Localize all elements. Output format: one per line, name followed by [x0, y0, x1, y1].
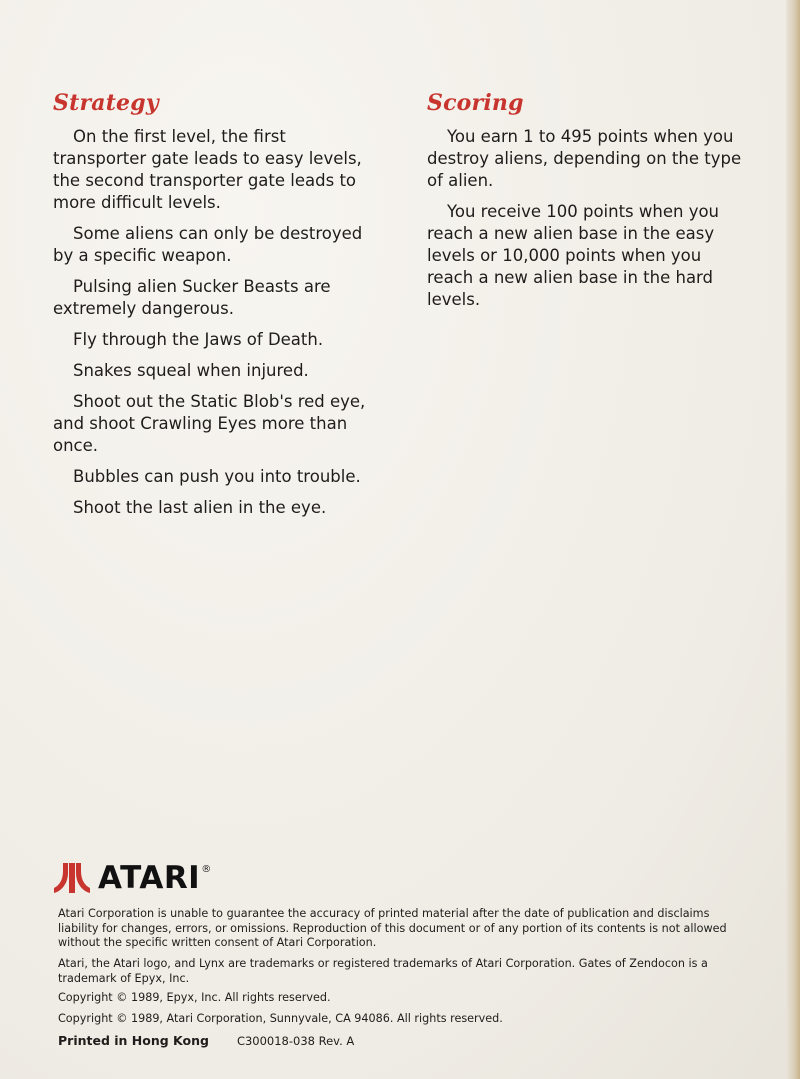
trademarks-text: Atari, the Atari logo, and Lynx are trademarks or registered trademarks of Atari Corporation. Gates of Zendocon is a trademark of Epyx, Inc.	[58, 957, 708, 985]
scoring-heading: Scoring	[427, 90, 524, 116]
booklet-spine	[786, 0, 800, 1079]
strategy-heading: Strategy	[53, 90, 159, 116]
atari-fuji-icon	[52, 861, 92, 895]
strategy-paragraph: Pulsing alien Sucker Beasts are extremely dangerous.	[53, 277, 331, 318]
copyright-epyx-text: Copyright © 1989, Epyx, Inc. All rights reserved.	[58, 991, 331, 1004]
scoring-section	[427, 90, 747, 320]
registered-mark: ®	[201, 864, 212, 875]
strategy-paragraph: Some aliens can only be destroyed by a specific weapon.	[53, 224, 363, 265]
strategy-paragraph: On the first level, the first transporter gate leads to easy levels, the second transporter gate leads to more difficult levels.	[53, 127, 362, 212]
disclaimer-text: Atari Corporation is unable to guarantee the accuracy of printed material after the date of publication and disclaims liability for changes, errors, or omissions. Reproduction of this document or of any portion of its contents is not allowed without the specific written consent of Atari Corporation.	[58, 907, 727, 949]
part-number: C300018-038 Rev. A	[236, 1034, 355, 1048]
legal-trademarks	[58, 957, 728, 986]
legal-copyright-epyx	[58, 991, 728, 1006]
strategy-paragraph: Snakes squeal when injured.	[73, 361, 309, 380]
scoring-paragraph: You receive 100 points when you reach a new alien base in the easy levels or 10,000 points when you reach a new alien base in the hard levels.	[427, 202, 720, 309]
copyright-atari-text: Copyright © 1989, Atari Corporation, Sunnyvale, CA 94086. All rights reserved.	[58, 1012, 503, 1025]
strategy-paragraph: Shoot the last alien in the eye.	[73, 498, 327, 517]
legal-copyright-atari	[58, 1012, 728, 1027]
atari-wordmark: ATARI	[98, 860, 201, 896]
legal-disclaimer	[58, 907, 728, 951]
strategy-section	[53, 90, 373, 528]
strategy-paragraph: Fly through the Jaws of Death.	[73, 330, 324, 349]
scoring-paragraph: You earn 1 to 495 points when you destroy aliens, depending on the type of alien.	[427, 127, 742, 190]
printed-in-text: Printed in Hong Kong	[58, 1033, 209, 1048]
atari-logo	[52, 860, 211, 896]
strategy-paragraph: Bubbles can push you into trouble.	[73, 467, 361, 486]
strategy-paragraph: Shoot out the Static Blob's red eye, and shoot Crawling Eyes more than once.	[53, 392, 366, 455]
print-footer	[58, 1033, 354, 1048]
